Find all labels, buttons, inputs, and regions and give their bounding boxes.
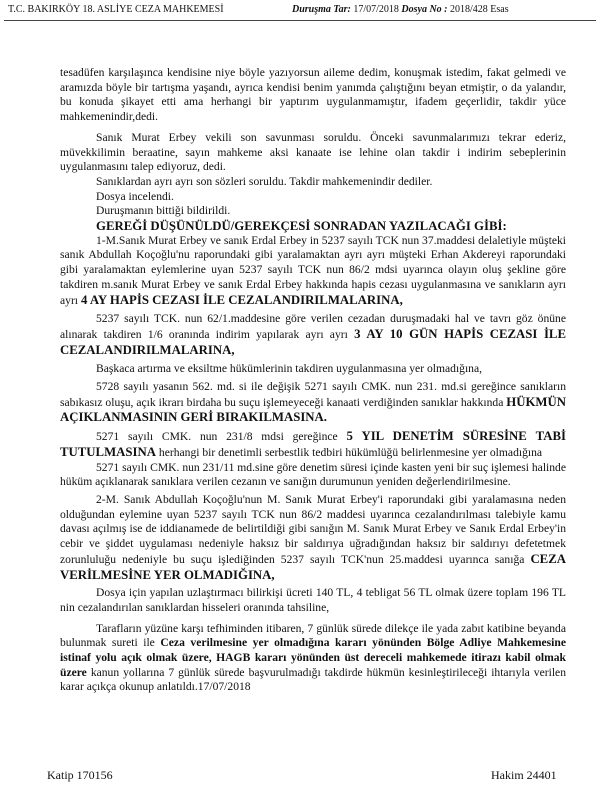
verdict-1-sentence: 4 AY HAPİS CEZASI İLE CEZALANDIRILMALARINA, [80, 292, 403, 307]
reduction-text: 5237 sayılı TCK. nun 62/1.maddesine göre verilen cezadan duruşmadaki hal ve tavrı göz önüne alınarak takdiren 1/6 oranında indirim yapılarak ayrı ayrı [60, 312, 566, 341]
hearing-label: Duruşma Tar: [292, 4, 351, 15]
appeal-decision: Ceza verilmesine yer olmadığına kararı yönünden Bölge Adliye Mahkemesine istinaf yolu açık olmak üzere, HAGB kararı yönünden üst dereceli mahkemede itirazı kabil olmak üzere [60, 636, 566, 679]
verdict-2-text: 2-M. Sanık Abdullah Koçoğlu'nun M. Sanık Murat Erbey'i raporundaki gibi yaralamasına neden olduğundan eylemine uyan 5237 sayılı TCK nun 86/2 maddesi uyarınca cezalandırılması talebiyle kamu davası açılmış ise de iddianamede de belirtildiği gibi sanığın M. Sanık Murat Erbey ve Sanık Erdal Erbey'in cebir ve şiddet uygulaması nedeniyle haksız bir saldırıya uğradığından haksız bir saldırıyı defetetmek zorunluluğu nedeniyle bu suçu işlediğinden 5237 sayılı TCK'nun 25.maddesi uyarınca sanığa [60, 492, 566, 566]
paragraph-last-words: Sanıklardan ayrı ayrı son sözleri soruldu. Takdir mahkemenindir dediler. [96, 174, 433, 188]
paragraph-appeal [60, 622, 566, 696]
file-label: Dosya No : [401, 4, 448, 15]
paragraph-hearing-ended: Duruşmanın bittiği bildirildi. [96, 204, 231, 218]
verdict-heading [60, 219, 566, 234]
hearing-date: 17/07/2018 [353, 4, 399, 15]
header-rule [4, 20, 596, 21]
hearing-info [292, 4, 509, 18]
paragraph-reduction [60, 312, 566, 358]
verdict-1-text: 1-M.Sanık Murat Erbey ve sanık Erdal Erbey in 5237 sayılı TCK nun 37.maddesi delaletiyle müşteki sanık Abdullah Koçoğlu'nu raporundaki gibi yaralamaktan ayrı ayrı müşteki Erhan Akdereyi raporundaki gibi yaralamaktan eylemlerine uyan 5237 sayılı TCK nun 86/2 mdsi uyarınca olayın oluş şekline göre takdiren m.sanık Murat Erbey ve sanık Erdal Erbey hakkında hapis cezası uygulanmasına ve sanıkların ayrı ayrı [60, 233, 566, 307]
supervision-text: 5271 sayılı CMK. nun 231/8 mdsi gereğince [96, 430, 347, 444]
paragraph-verdict-1 [60, 234, 566, 309]
paragraph-file-examined: Dosya incelendi. [96, 189, 174, 203]
paragraph-reevaluation: 5271 sayılı CMK. nun 231/11 md.sine göre denetim süresi içinde kasten yeni bir suç işlemesi halinde hüküm açıklanarak sanıklara verilen cezanın ve sanığın durumunun yeniden değerlendirilmesine. [60, 460, 567, 489]
court-name: T.C. BAKIRKÖY 18. ASLİYE CEZA MAHKEMESİ [8, 4, 224, 15]
supervision-tail: herhangi bir denetimli serbestlik tedbiri hükümlüğü belirlenmesine yer olmadığına [156, 445, 543, 459]
paragraph-statement: tesadüfen karşılaşınca kendisine niye böyle yazıyorsun aileme dedim, konuşmak istedim, fakat gelmedi ve aramızda böyle bir tartışma yaşandı, ayrıca kendisi benim yanımda çalıştığını beyan etmiştir, o da yalandır, bu konuda şikayet etti ama herhangi bir yaptırım uygulanmamıştır, ifadem geçerlidir, takdir yüce mahkemenindir,dedi. [60, 66, 566, 124]
file-number: 2018/428 Esas [450, 4, 509, 15]
paragraph-no-adjustment: Başkaca artırma ve eksiltme hükümlerinin takdiren uygulanmasına yer olmadığına, [96, 362, 483, 376]
document-body [60, 66, 566, 695]
paragraph-defense: Sanık Murat Erbey vekili son savunması soruldu. Önceki savunmalarımızı tekrar ederiz, müvekkilimin beraatine, sayın mahkeme aksi kanaate ise lehine olan takdir i indirim sebeplerinin uygulanmasını talep ediyoruz, dedi. [60, 130, 566, 174]
verdict-2-decision: CEZA VERİLMESİNE YER OLMADIĞINA, [60, 551, 566, 582]
verdict-heading-text: GEREĞİ DÜŞÜNÜLDÜ/GEREKÇESİ SONRADAN YAZILACAĞI GİBİ: [96, 219, 507, 234]
hagb-text: 5728 sayılı yasanın 562. md. si ile değişik 5271 sayılı CMK. nun 231. md.si gereğince sanıkların sabıkasız oluşu, açık ikrarı birdaha bu suçu işlemeyeceği kanaati verdiğinden sanıklar hakkında [60, 380, 566, 409]
paragraph-expenses: Dosya için yapılan uzlaştırmacı bilirkişi ücreti 140 TL, 4 tebligat 56 TL olmak üzere toplam 196 TL nin cezalandırılan sanıklardan hisseleri oranında tahsiline, [60, 586, 566, 614]
judge-signature: Hakim 24401 [491, 768, 557, 782]
paragraph-hagb [60, 380, 566, 426]
clerk-signature: Katip 170156 [47, 768, 113, 782]
paragraph-supervision [60, 429, 566, 460]
paragraph-verdict-2 [60, 493, 566, 583]
appeal-tail: kanun yollarına 7 günlük sürede başvurulmadığı takdirde hükmün kesinleştirileceği ihtarıyla verilen karar açıkça okunup anlatıldı.17/07/2018 [60, 665, 566, 694]
appeal-text: Tarafların yüzüne karşı tefhiminden itibaren, 7 günlük sürede dilekçe ile yada zabıt katibine beyanda bulunmak sureti ile [60, 621, 566, 650]
hagb-decision: HÜKMÜN AÇIKLANMASININ GERİ BIRAKILMASINA. [60, 394, 566, 425]
reduction-sentence: 3 AY 10 GÜN HAPİS CEZASI İLE CEZALANDIRILMALARINA, [60, 326, 566, 357]
supervision-decision: 5 YIL DENETİM SÜRESİNE TABİ TUTULMASINA [60, 429, 566, 459]
